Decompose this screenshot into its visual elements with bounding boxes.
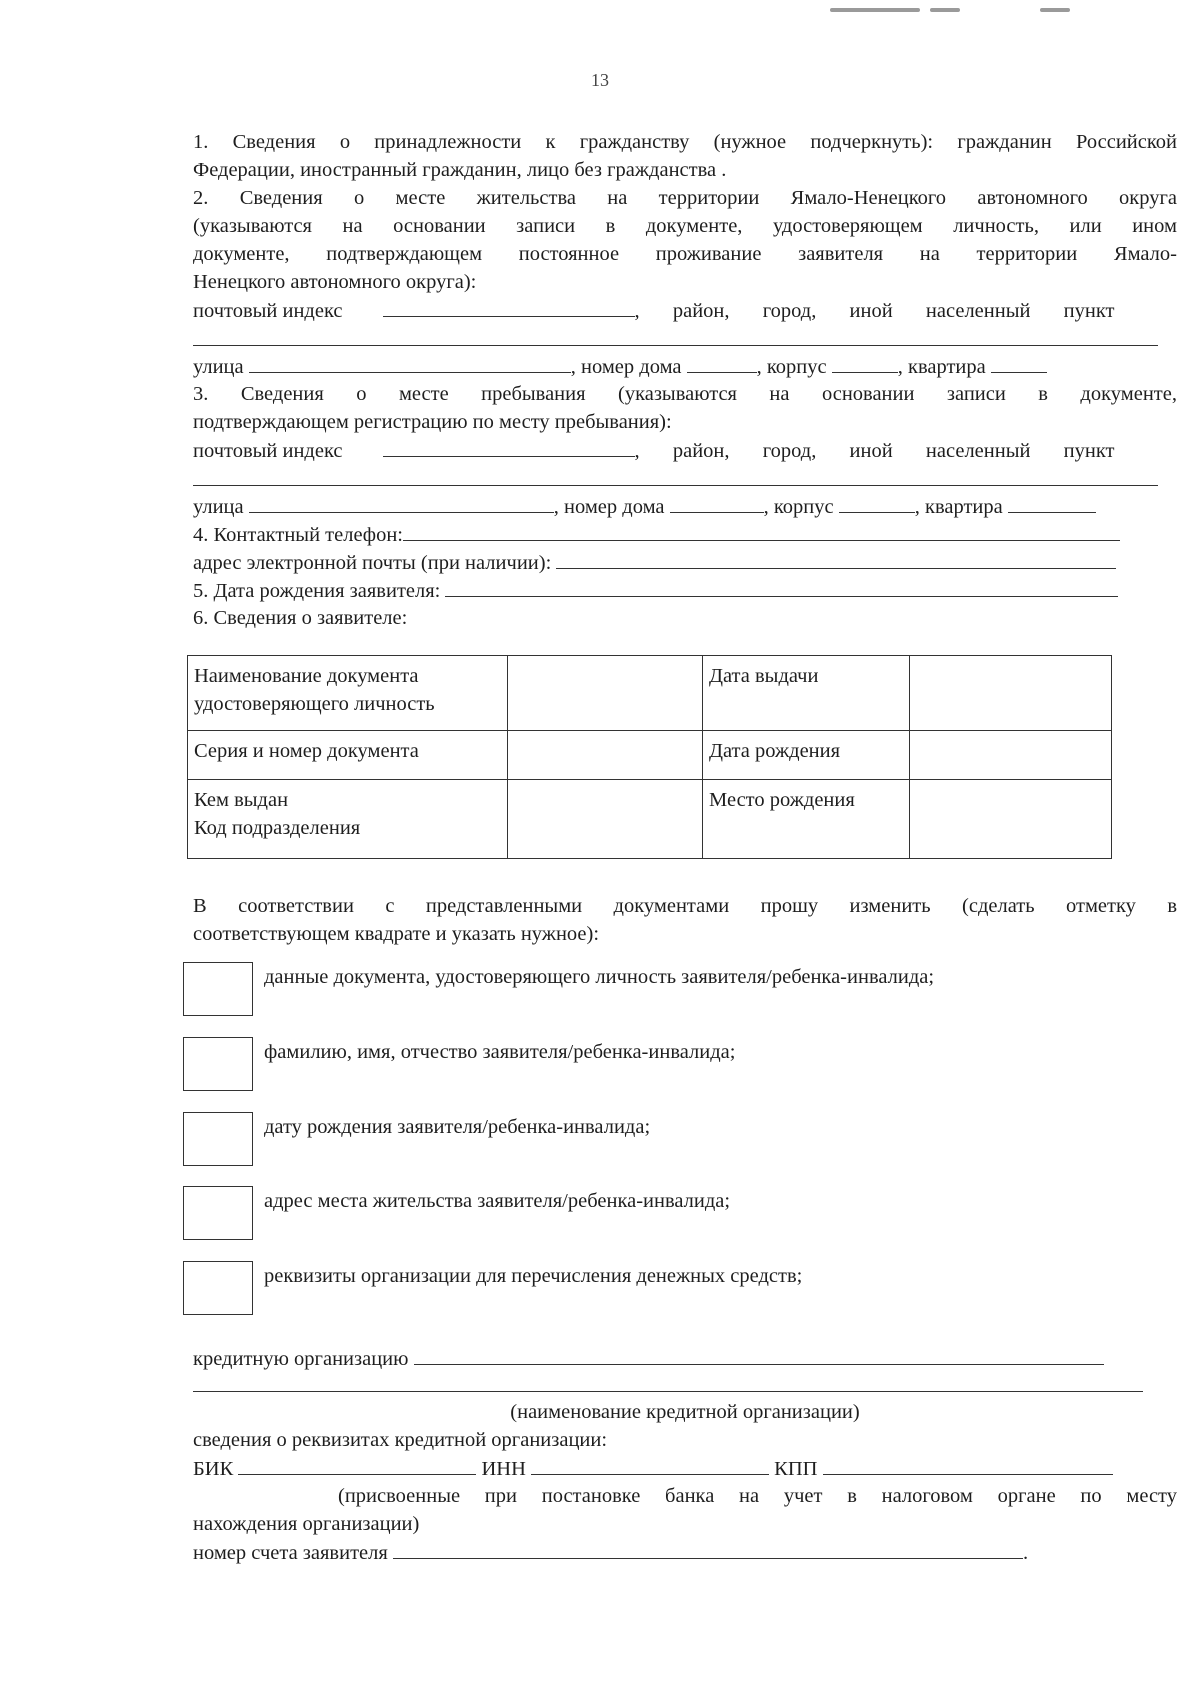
bik-field[interactable] [238, 1455, 476, 1475]
street-label: улица [193, 496, 244, 518]
stay-street-row [193, 493, 1177, 520]
account-end-dot: . [1022, 1542, 1029, 1564]
email-row [193, 549, 1177, 576]
apartment-label: , квартира [914, 496, 1003, 518]
option-label-document: данные документа, удостоверяющего личность заявителя/ребенка-инвалида; [264, 966, 935, 988]
settlement-label: , район, город, иной населенный пункт [634, 300, 1115, 322]
stay-postal-row [193, 437, 1177, 464]
postal-index-label: почтовый индекс [193, 440, 343, 462]
credit-org-label: кредитную организацию [193, 1348, 409, 1370]
residence-apartment-field[interactable] [991, 353, 1047, 373]
phone-field[interactable] [403, 521, 1120, 541]
residence-line-4: Ненецкого автономного округа): [193, 271, 477, 293]
assigned-note-line-2: нахождения организации) [193, 1513, 420, 1535]
bik-inn-kpp-row [193, 1455, 1177, 1482]
issue-date-cell[interactable] [910, 656, 1112, 731]
email-field[interactable] [556, 549, 1116, 569]
issue-date-label: Дата выдачи [703, 656, 910, 731]
residence-postal-row [193, 297, 1177, 324]
corpus-label: , корпус [763, 496, 834, 518]
credit-org-field-line-2[interactable] [193, 1391, 1143, 1392]
doc-name-label: Наименование документа удостоверяющего личность [188, 656, 508, 731]
kpp-field[interactable] [823, 1455, 1113, 1475]
doc-number-cell[interactable] [508, 731, 703, 780]
applicant-document-table [187, 655, 1112, 859]
stay-corpus-field[interactable] [839, 493, 915, 513]
inn-label: ИНН [481, 1458, 526, 1480]
house-label: , номер дома [553, 496, 665, 518]
residence-postal-field[interactable] [383, 297, 635, 317]
assigned-note-line-1: (присвоенные при постановке банка на учет в налоговом органе по месту [338, 1485, 1177, 1507]
option-label-birthdate: дату рождения заявителя/ребенка-инвалида; [264, 1116, 651, 1138]
postal-index-label: почтовый индекс [193, 300, 343, 322]
request-line-2: соответствующем квадрате и указать нужное): [193, 923, 600, 945]
inn-field[interactable] [531, 1455, 769, 1475]
account-field[interactable] [393, 1539, 1023, 1559]
issued-by-text: Кем выдан [194, 789, 289, 811]
scan-artifact [830, 8, 920, 12]
street-label: улица [193, 356, 244, 378]
option-checkbox-document[interactable] [183, 962, 253, 1016]
residence-street-field[interactable] [249, 353, 571, 373]
birthdate-field[interactable] [445, 577, 1118, 597]
email-label: адрес электронной почты (при наличии): [193, 552, 552, 574]
credit-org-row [193, 1345, 1177, 1372]
credit-org-caption: (наименование кредитной организации) [510, 1401, 860, 1423]
table-birthdate-label: Дата рождения [703, 731, 910, 780]
option-label-bank: реквизиты организации для перечисления денежных средств; [264, 1265, 803, 1287]
kpp-label: КПП [774, 1458, 818, 1480]
account-row [193, 1539, 1177, 1566]
scan-artifact [930, 8, 960, 12]
stay-line-1: 3. Сведения о месте пребывания (указываются на основании записи в документе, [193, 383, 1177, 405]
stay-settlement-field[interactable] [193, 485, 1158, 486]
house-label: , номер дома [570, 356, 682, 378]
option-checkbox-address[interactable] [183, 1186, 253, 1240]
scan-artifact [1040, 8, 1070, 12]
stay-line-2: подтверждающем регистрацию по месту пребывания): [193, 411, 672, 433]
stay-house-field[interactable] [670, 493, 764, 513]
residence-settlement-field[interactable] [193, 345, 1158, 346]
phone-label: 4. Контактный телефон: [193, 524, 404, 546]
bik-label: БИК [193, 1458, 234, 1480]
issued-by-cell[interactable] [508, 780, 703, 859]
residence-line-3: документе, подтверждающем постоянное проживание заявителя на территории Ямало- [193, 243, 1177, 265]
applicant-info-title: 6. Сведения о заявителе: [193, 607, 408, 629]
doc-name-cell[interactable] [508, 656, 703, 731]
page-number: 13 [591, 70, 609, 90]
credit-org-field[interactable] [414, 1345, 1104, 1365]
birthdate-row [193, 577, 1177, 604]
birthplace-label: Место рождения [703, 780, 910, 859]
table-birthdate-cell[interactable] [910, 731, 1112, 780]
citizenship-line-1: 1. Сведения о принадлежности к гражданству (нужное подчеркнуть): гражданин Российской [193, 131, 1177, 153]
residence-corpus-field[interactable] [832, 353, 898, 373]
account-label: номер счета заявителя [193, 1542, 388, 1564]
request-line-1: В соответствии с представленными документами прошу изменить (сделать отметку в [193, 895, 1177, 917]
residence-line-1: 2. Сведения о месте жительства на территории Ямало-Ненецкого автономного округа [193, 187, 1177, 209]
residence-street-row [193, 353, 1177, 380]
birthplace-cell[interactable] [910, 780, 1112, 859]
birthdate-label: 5. Дата рождения заявителя: [193, 580, 441, 602]
option-label-fullname: фамилию, имя, отчество заявителя/ребенка-инвалида; [264, 1041, 736, 1063]
option-checkbox-bank[interactable] [183, 1261, 253, 1315]
stay-postal-field[interactable] [383, 437, 635, 457]
doc-number-label: Серия и номер документа [188, 731, 508, 780]
requisites-title: сведения о реквизитах кредитной организации: [193, 1429, 608, 1451]
division-code-text: Код подразделения [194, 817, 361, 839]
apartment-label: , квартира [897, 356, 986, 378]
settlement-label: , район, город, иной населенный пункт [634, 440, 1115, 462]
issued-by-label [188, 780, 508, 859]
stay-apartment-field[interactable] [1008, 493, 1096, 513]
option-checkbox-fullname[interactable] [183, 1037, 253, 1091]
phone-row [193, 521, 1177, 548]
option-checkbox-birthdate[interactable] [183, 1112, 253, 1166]
residence-line-2: (указываются на основании записи в документе, удостоверяющем личность, или ином [193, 215, 1177, 237]
citizenship-line-2: Федерации, иностранный гражданин, лицо без гражданства . [193, 159, 727, 181]
residence-house-field[interactable] [687, 353, 757, 373]
corpus-label: , корпус [756, 356, 827, 378]
stay-street-field[interactable] [249, 493, 554, 513]
option-label-address: адрес места жительства заявителя/ребенка-инвалида; [264, 1190, 731, 1212]
